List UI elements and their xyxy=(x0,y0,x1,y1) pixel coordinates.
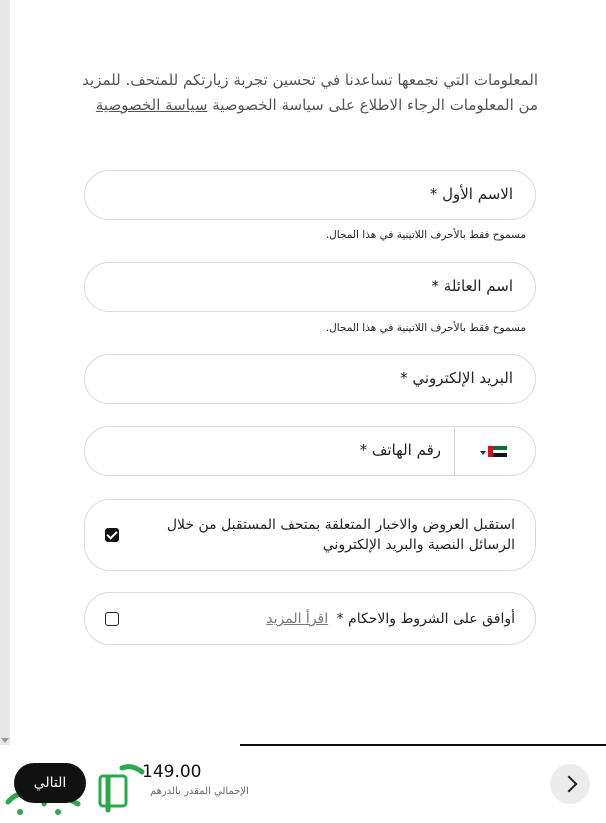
scrollbar[interactable] xyxy=(0,0,10,745)
last-name-hint: مسموح فقط بالأحرف اللاتينية في هذا المجال. xyxy=(325,322,526,334)
country-code-selector[interactable] xyxy=(454,427,535,475)
offers-consent-card xyxy=(84,499,536,571)
first-name-hint: مسموح فقط بالأحرف اللاتينية في هذا المجال. xyxy=(325,229,526,241)
terms-consent-row xyxy=(266,609,515,629)
email-field[interactable] xyxy=(84,354,536,404)
total-label: الإجمالي المقدر بالدرهم xyxy=(150,786,249,797)
privacy-policy-link[interactable]: سياسة الخصوصية xyxy=(95,96,208,114)
next-button[interactable]: التالي xyxy=(14,763,86,803)
privacy-intro-text: المعلومات التي نجمعها تساعدنا في تحسين تجربة زيارتكم للمتحف. للمزيد من المعلومات الرجاء الاطلاع على سياسة الخصوصية xyxy=(82,71,538,114)
read-more-link[interactable]: اقرأ المزيد xyxy=(266,611,329,627)
offers-checkbox[interactable] xyxy=(105,528,119,542)
total-price: 149.00 xyxy=(142,762,202,782)
offers-consent-text: استقبل العروض والاخبار المتعلقة بمتحف المستقبل من خلال الرسائل النصية والبريد الإلكتروني xyxy=(166,517,515,553)
terms-consent-card xyxy=(84,592,536,645)
privacy-intro xyxy=(78,68,538,118)
last-name-label: اسم العائلة * xyxy=(431,277,513,295)
phone-field[interactable] xyxy=(84,426,536,476)
first-name-label: الاسم الأول * xyxy=(429,185,513,203)
back-button[interactable] xyxy=(550,764,590,804)
scroll-down-arrow-icon[interactable] xyxy=(1,738,9,743)
progress-line xyxy=(240,744,606,746)
uae-flag-icon xyxy=(488,446,507,457)
last-name-field[interactable] xyxy=(84,262,536,312)
chevron-down-icon xyxy=(480,451,486,455)
terms-text: أوافق على الشروط والاحكام * xyxy=(336,611,515,627)
email-label: البريد الإلكتروني * xyxy=(400,369,513,387)
phone-label: رقم الهاتف * xyxy=(359,441,441,459)
chevron-right-icon xyxy=(561,776,578,793)
first-name-field[interactable] xyxy=(84,170,536,220)
terms-checkbox[interactable] xyxy=(105,612,119,626)
